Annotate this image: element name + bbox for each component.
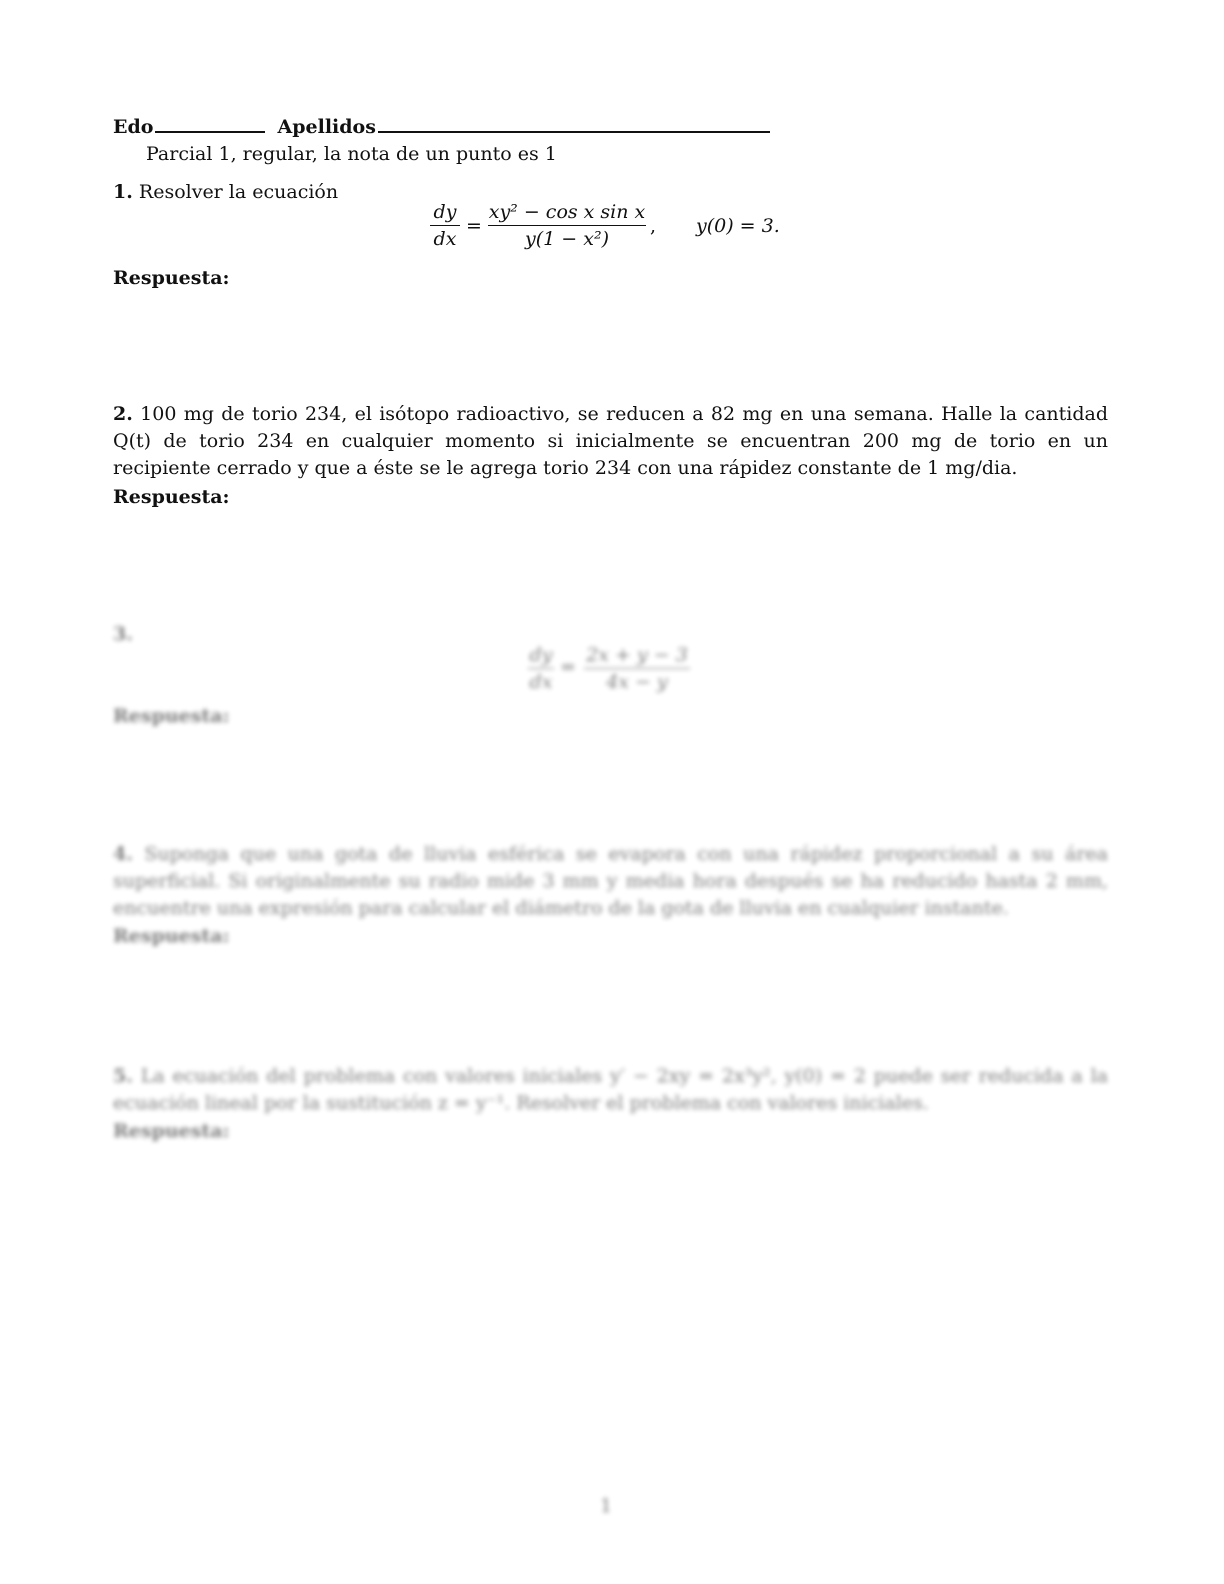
problem2-answer-label: Respuesta: <box>113 486 230 508</box>
edo-blank <box>155 115 265 133</box>
fraction-bar <box>528 668 554 669</box>
problem1-number: 1. <box>113 181 133 203</box>
problem3-number: 3. <box>113 623 133 645</box>
problem1-rhs-den: y(1 − x²) <box>525 228 609 250</box>
fraction-bar <box>488 225 646 226</box>
edo-label: Edo <box>113 116 154 138</box>
fraction-bar <box>584 668 690 669</box>
apellidos-blank <box>378 115 770 133</box>
problem5-statement <box>113 1063 1108 1117</box>
problem4-number: 4. <box>113 843 133 865</box>
problem1-answer-label: Respuesta: <box>113 267 230 289</box>
apellidos-label: Apellidos <box>277 116 376 138</box>
problem3-answer-label: Respuesta: <box>113 705 230 727</box>
problem4-answer-label: Respuesta: <box>113 925 230 947</box>
problem2-statement <box>113 401 1108 482</box>
equals-sign: = <box>466 215 482 237</box>
fraction-bar <box>430 225 460 226</box>
problem1-statement <box>113 178 338 206</box>
problem3-lhs-fraction <box>528 643 554 694</box>
problem5-number: 5. <box>113 1065 133 1087</box>
problem3-lhs-den: dx <box>529 671 553 693</box>
exam-subtitle: Parcial 1, regular, la nota de un punto es 1 <box>146 143 557 165</box>
problem3-rhs-num: 2x + y − 3 <box>586 644 688 666</box>
problem5-answer-label: Respuesta: <box>113 1120 230 1142</box>
page-number: 1 <box>600 1495 613 1517</box>
comma: , <box>650 215 657 237</box>
problem1-lhs-fraction <box>430 200 460 251</box>
problem2-text: 100 mg de torio 234, el isótopo radioactivo, se reducen a 82 mg en una semana. Halle la cantidad Q(t) de torio 234 en cualquier momento si inicialmente se encuentran 200 mg de torio en un recipiente cerrado y que a éste se le agrega torio 234 con una rápidez constante de 1 mg/dia. <box>113 403 1108 479</box>
problem1-lhs-den: dx <box>433 228 457 250</box>
problem4-text: Suponga que una gota de lluvia esférica se evapora con una rápidez proporcional a su área superficial. Si originalmente su radio mide 3 mm y media hora después se ha reducido hasta 2 mm, encuentre una expresión para calcular el diámetro de la gota de lluvia en cualquier instante. <box>113 843 1109 919</box>
problem3-lhs-num: dy <box>529 644 553 666</box>
problem1-rhs-fraction <box>488 200 646 251</box>
equals-sign: = <box>560 656 576 678</box>
problem1-text: Resolver la ecuación <box>138 181 339 203</box>
problem5-text: La ecuación del problema con valores iniciales y′ − 2xy = 2x³y², y(0) = 2 puede ser reducida a la ecuación lineal por la sustitución z = y⁻¹. Resolver el problema con valores iniciales. <box>113 1065 1109 1114</box>
problem4-statement <box>113 841 1108 922</box>
problem1-rhs-num: xy² − cos x sin x <box>488 201 646 223</box>
problem1-lhs-num: dy <box>433 201 457 223</box>
problem1-initial-condition: y(0) = 3. <box>696 215 780 237</box>
problem3-rhs-fraction <box>584 643 690 694</box>
problem2-number: 2. <box>113 403 133 425</box>
header-line <box>113 113 770 141</box>
problem3-rhs-den: 4x − y <box>606 671 668 693</box>
